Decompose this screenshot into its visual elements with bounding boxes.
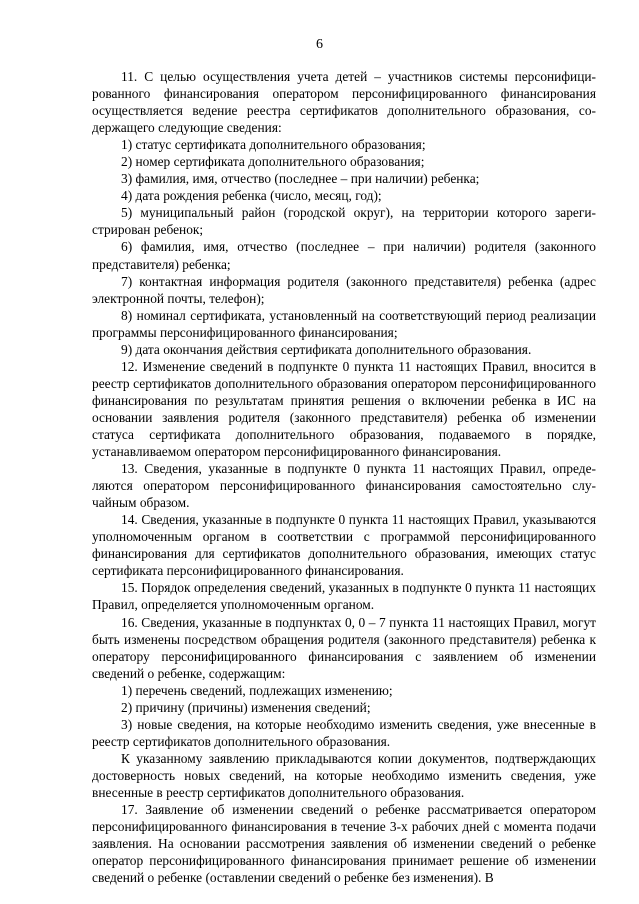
list-item: 3) фамилия, имя, отчество (последнее – при наличии) ребенка;	[121, 171, 480, 187]
paragraph: К указанному заявлению прикладываются копии документов, подтверждающих достоверность новых сведений, на которые необходимо изменить сведения, уже внесенные в реестр сертификатов дополнительного образования.	[92, 750, 596, 800]
list-item: 3) новые сведения, на которые необходимо изменить сведения, уже внесенные в реестр сертификатов дополнительного образования.	[92, 716, 596, 749]
paragraph-12: 12. Изменение сведений в подпункте 0 пункта 11 настоящих Правил, вносится в реестр сертификатов дополнительного образования оператором персонифицированного финансирования по результатам принятия решения о включении ребенка в ИС на основании заявления родителя (законного представителя) ребенка об изменении статуса сертификата дополнительного образования, подаваемого в порядке, устанавливаемом оператором персонифицированного финансирования.	[92, 358, 596, 460]
list-item: 1) статус сертификата дополнительного образования;	[121, 137, 426, 153]
list-item: 5) муниципальный район (городской округ), на территории которого зарегистрирован ребенок;	[92, 205, 596, 238]
list-item: 2) номер сертификата дополнительного образования;	[121, 154, 425, 170]
list-item: 4) дата рождения ребенка (число, месяц, год);	[121, 188, 382, 204]
list-item: 1) перечень сведений, подлежащих изменению;	[121, 682, 393, 698]
paragraph-11: 11. С целью осуществления учета детей – участников системы персонифицированного финансирования оператором персонифицированного финансирования осуществляется ведение реестра сертификатов дополнительного образования, содержащего следующие сведения:	[92, 69, 596, 136]
paragraph-14: 14. Сведения, указанные в подпункте 0 пункта 11 настоящих Правил, указываются уполномоченным органом в соответствии с программой персонифицированного финансирования для сертификатов дополнительного образования, имеющих статус сертификата персонифицированного финансирования.	[92, 512, 596, 579]
list-item: 2) причину (причины) изменения сведений;	[121, 699, 371, 715]
paragraph-15: 15. Порядок определения сведений, указанных в подпункте 0 пункта 11 настоящих Правил, определяется уполномоченным органом.	[92, 580, 596, 613]
list-item: 8) номинал сертификата, установленный на соответствующий период реализации программы персонифицированного финансирования;	[92, 307, 596, 340]
list-item: 7) контактная информация родителя (законного представителя) ребенка (адрес электронной почты, телефон);	[92, 273, 596, 306]
list-item: 9) дата окончания действия сертификата дополнительного образования.	[121, 341, 532, 357]
paragraph-13: 13. Сведения, указанные в подпункте 0 пункта 11 настоящих Правил, определяются оператором персонифицированного финансирования самостоятельно случайным образом.	[92, 461, 596, 511]
page-number: 6	[316, 37, 323, 52]
list-item: 6) фамилия, имя, отчество (последнее – при наличии) родителя (законного представителя) ребенка;	[92, 239, 596, 272]
document-body	[92, 68, 596, 886]
paragraph-17: 17. Заявление об изменении сведений о ребенке рассматривается оператором персонифицированного финансирования в течение 3-х рабочих дней с момента подачи заявления. На основании рассмотрения заявления об изменении сведений о ребенке оператор персонифицированного финансирования принимает решение об изменении сведений о ребенке (оставлении сведений о ребенке без изменения). В	[92, 802, 596, 886]
paragraph-16: 16. Сведения, указанные в подпунктах 0, 0 – 7 пункта 11 настоящих Правил, могут быть изменены посредством обращения родителя (законного представителя) ребенка к оператору персонифицированного финансирования с заявлением об изменении сведений о ребенке, содержащим:	[92, 614, 596, 681]
